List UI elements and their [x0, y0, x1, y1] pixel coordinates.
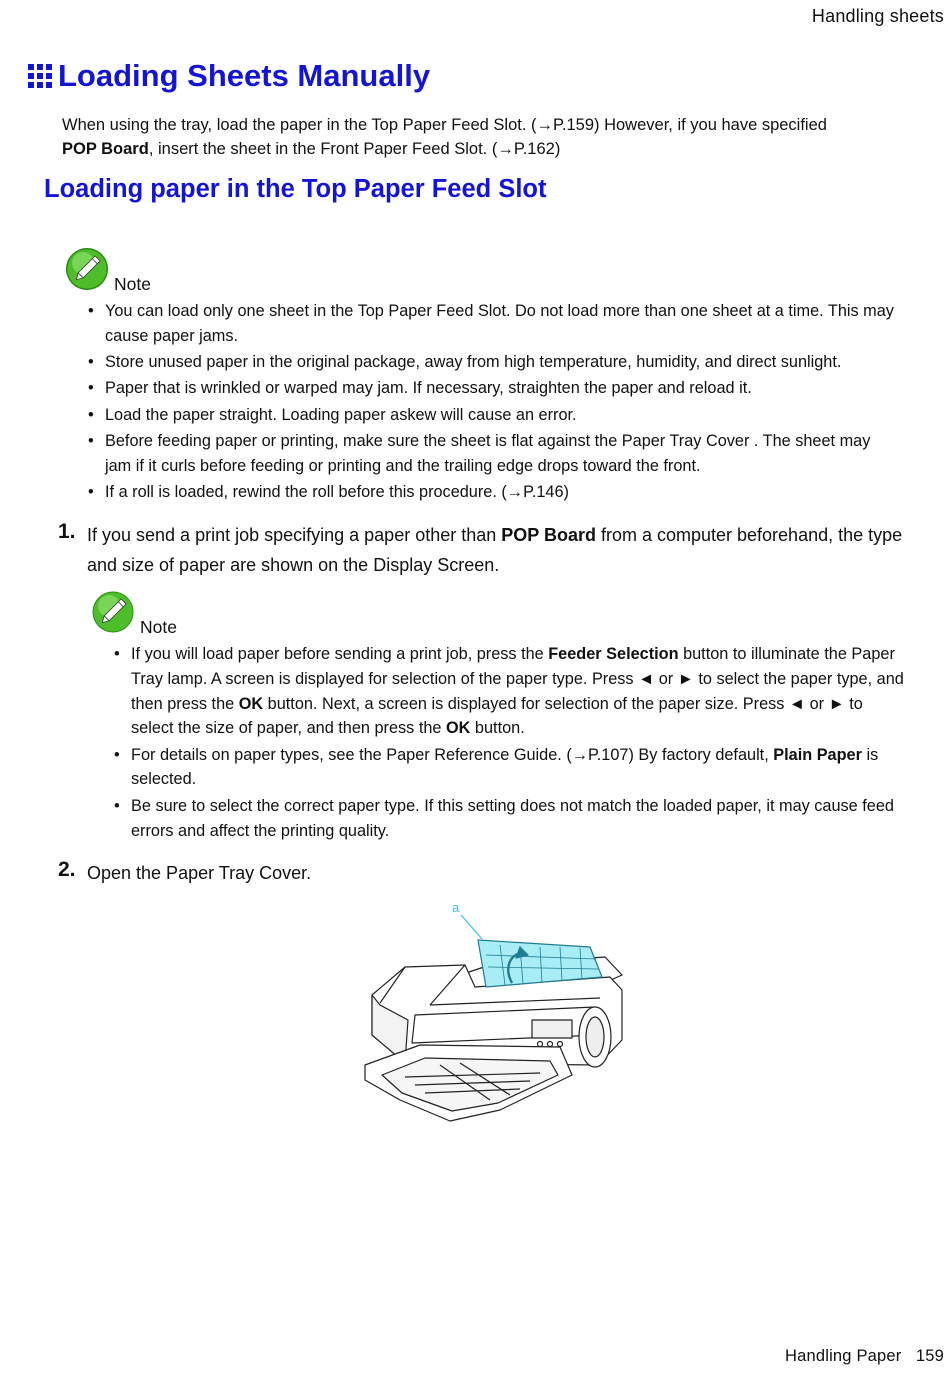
list-item [114, 743, 904, 793]
step-number: 2. [58, 858, 76, 881]
text: is selected. [131, 745, 879, 789]
step-text: Open the Paper Tray Cover. [87, 863, 312, 883]
note-label: Note [140, 617, 177, 637]
list-item: • Paper that is wrinkled or warped may jam. If necessary, straighten the paper and reload it. [88, 376, 900, 401]
note-list [114, 642, 904, 845]
intro-paragraph [62, 113, 922, 161]
text: For details on paper types, see the Paper Reference Guide. (→P.107) By factory default, [131, 745, 774, 764]
bold-term: OK [445, 719, 471, 738]
printer-drawing [360, 895, 630, 1130]
bold-term: Plain Paper [773, 745, 862, 764]
intro-line2: , insert the sheet in the Front Paper Feed Slot. (→P.162) [148, 140, 561, 158]
note-label: Note [114, 274, 151, 294]
running-header: Handling sheets [811, 6, 944, 26]
callout-label: a [452, 900, 460, 915]
step-text [87, 520, 917, 580]
bold-term: Feeder Selection [548, 645, 679, 663]
list-item: • Before feeding paper or printing, make sure the sheet is flat against the Paper Tray Cover . The sheet may jam if it curls before feeding or printing and the trailing edge drops toward the front. [88, 429, 900, 479]
intro-bold-term: POP Board [62, 140, 149, 158]
list-item: • Be sure to select the correct paper type. If this setting does not match the loaded paper, it may cause feed errors and affect the printing quality. [114, 794, 904, 844]
list-item [114, 642, 904, 741]
step1-pre: If you send a print job specifying a paper other than [87, 525, 502, 545]
footer-section: Handling Paper [784, 1347, 902, 1365]
page-footer [785, 1347, 944, 1366]
text: If you will load paper before sending a print job, press the [131, 645, 549, 663]
step-number: 1. [58, 520, 76, 543]
step1-bold: POP Board [501, 525, 596, 545]
step1-post: from a computer beforehand, the type and size of paper are shown on the Display Screen. [87, 525, 903, 575]
list-item: • Store unused paper in the original package, away from high temperature, humidity, and direct sunlight. [88, 350, 900, 375]
printer-illustration [360, 895, 630, 1130]
intro-line1: When using the tray, load the paper in the Top Paper Feed Slot. (→P.159) However, if you have specified [62, 116, 827, 134]
page-number: 159 [915, 1347, 944, 1365]
text: button to illuminate the Paper Tray lamp. A screen is displayed for selection of the paper type. Press ◄ or ► to select the paper type, and then press the [131, 645, 904, 713]
list-item: • If a roll is loaded, rewind the roll before this procedure. (→P.146) [88, 480, 900, 505]
list-item: • Load the paper straight. Loading paper askew will cause an error. [88, 403, 900, 428]
note-icon [66, 248, 108, 290]
section-grid-icon [28, 64, 52, 88]
text: button. [470, 719, 525, 738]
list-item: • You can load only one sheet in the Top Paper Feed Slot. Do not load more than one sheet at a time. This may cause paper jams. [88, 299, 900, 349]
page-title: Loading Sheets Manually [58, 58, 431, 93]
page-title-block [28, 58, 430, 94]
bold-term: OK [238, 694, 264, 713]
note-icon [92, 591, 134, 633]
text: button. Next, a screen is displayed for selection of the paper size. Press ◄ or ► to select the size of paper, and then press the [131, 694, 863, 738]
note-list [88, 299, 900, 506]
section-heading: Loading paper in the Top Paper Feed Slot [44, 175, 547, 203]
